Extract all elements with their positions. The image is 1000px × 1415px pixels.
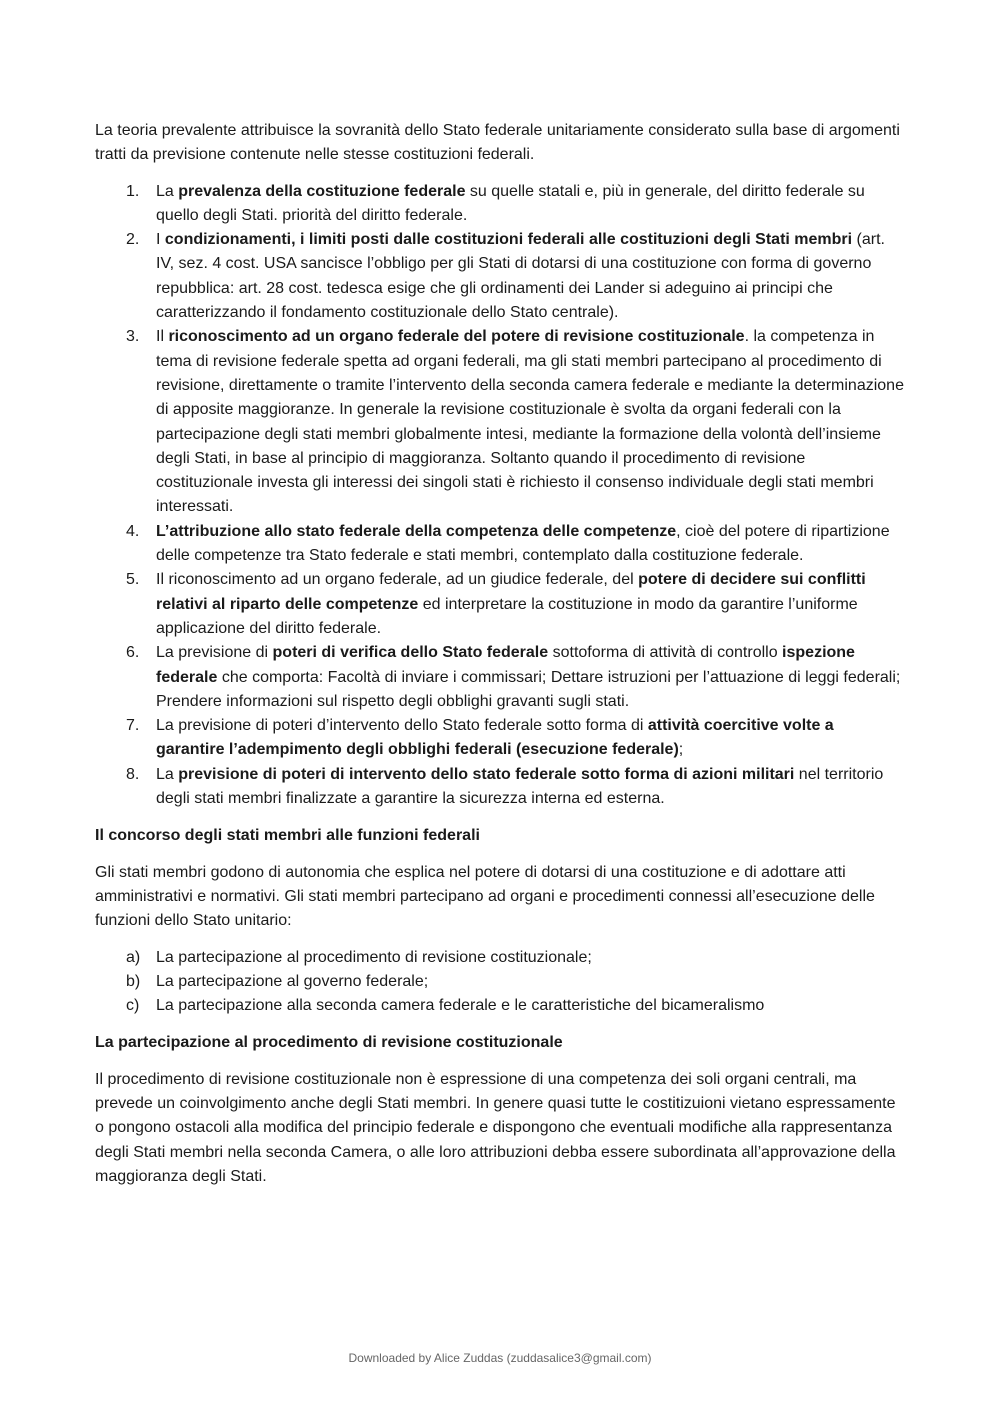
bold-text: previsione di poteri di intervento dello stato federale sotto forma di azioni militari <box>178 765 795 783</box>
list-item-number: 8. <box>126 765 140 783</box>
list-item <box>95 714 905 763</box>
list-item-number: 5. <box>126 571 140 589</box>
list-item-number: 4. <box>126 522 140 540</box>
bold-text: L’attribuzione allo stato federale della competenza delle competenze <box>156 522 677 540</box>
list-item-text: La previsione di <box>156 644 273 662</box>
list-item <box>95 228 905 325</box>
bold-text: condizionamenti, i limiti posti dalle costituzioni federali alle costituzioni degli Stati membri <box>164 231 853 249</box>
list-item-text: La partecipazione al governo federale; <box>156 972 429 990</box>
document-page <box>95 119 905 1201</box>
section-heading-revisione: La partecipazione al procedimento di revisione costituzionale <box>95 1034 563 1052</box>
list-item <box>95 641 905 714</box>
bold-text: potere di decidere sui conflitti relativi al riparto delle competenze <box>156 571 866 613</box>
list-item-text: su quelle statali e, più in generale, del diritto federale su quello degli Stati. priorità del diritto federale. <box>156 182 865 224</box>
list-item <box>95 970 905 994</box>
lettered-list <box>95 946 905 1019</box>
list-item <box>95 325 905 519</box>
bold-text: prevalenza della costituzione federale <box>178 182 466 200</box>
list-item <box>95 520 905 569</box>
list-item-number: 3. <box>126 328 140 346</box>
list-item-text: I <box>156 231 165 249</box>
list-item-letter: a) <box>126 948 141 966</box>
list-item <box>95 994 905 1018</box>
list-item-text: (art. IV, sez. 4 cost. USA sancisce l’obbligo per gli Stati di dotarsi di una costituzione con forma di governo repubblica: art. 28 cost. tedesca esige che gli ordinamenti dei Lander si adeguino ai principi che caratterizzando il fondamento costituzionale dello Stato centrale). <box>156 231 885 322</box>
list-item-text: La <box>156 182 179 200</box>
revisione-paragraph: Il procedimento di revisione costituzionale non è espressione di una competenza dei soli organi centrali, ma prevede un coinvolgimento anche degli Stati membri. In genere quasi tutte le costitizuioni vietano espressamente o pongono ostacoli alla modifica del principio federale e dispongono che eventuali modifiche alla rappresentanza degli Stati membri nella seconda Camera, o alle loro attribuzioni debba essere subordinata all’approvazione della maggioranza degli Stati. <box>95 1070 896 1185</box>
list-item <box>95 946 905 970</box>
list-item-text: sottoforma di attività di controllo <box>548 644 783 662</box>
list-item <box>95 180 905 229</box>
list-item-text: , cioè del potere di ripartizione delle competenze tra Stato federale e stati membri, contemplato dalla costituzione federale. <box>156 522 890 565</box>
list-item-letter: b) <box>126 972 141 990</box>
list-item-text: La <box>156 765 179 783</box>
concorso-paragraph: Gli stati membri godono di autonomia che esplica nel potere di dotarsi di una costituzione e di adottare atti amministrativi e normativi. Gli stati membri partecipano ad organi e procedimenti connessi all’esecuzione delle funzioni dello Stato unitario: <box>95 863 875 930</box>
list-item-text: Il <box>156 328 169 346</box>
bold-text: attività coercitive volte a garantire l’adempimento degli obblighi federali (esecuzione federale) <box>156 717 834 759</box>
bold-text: ispezione federale <box>156 644 855 686</box>
list-item-text: ed interpretare la costituzione in modo da garantire l’uniforme applicazione del diritto federale. <box>156 595 858 637</box>
list-item-text: ; <box>678 741 684 759</box>
list-item-number: 1. <box>126 182 140 200</box>
list-item-number: 7. <box>126 717 140 735</box>
list-item-number: 2. <box>126 231 140 249</box>
download-footer: Downloaded by Alice Zuddas (zuddasalice3@gmail.com) <box>348 1351 652 1365</box>
list-item-text: . la competenza in tema di revisione federale spetta ad organi federali, ma gli stati membri partecipano al procedimento di revisione, direttamente o tramite l’intervento della seconda camera federale e mediante la determinazione di apposite maggioranze. In generale la revisione costituzionale è svolta da organi federali con la partecipazione degli stati membri globalmente intesi, mediante la formazione della volontà dell’insieme degli Stati, in base al principio di maggioranza. Soltanto quando il procedimento di revisione costituzionale investa gli interessi dei singoli stati è richiesto il consenso individuale degli stati membri interessati. <box>156 328 904 516</box>
list-item-text: nel territorio degli stati membri finalizzate a garantire la sicurezza interna ed esterna. <box>156 765 884 808</box>
list-item-text: Il riconoscimento ad un organo federale, ad un giudice federale, del <box>156 571 639 589</box>
intro-paragraph: La teoria prevalente attribuisce la sovranità dello Stato federale unitariamente considerato sulla base di argomenti tratti da previsione contenute nelle stesse costituzioni federali. <box>95 122 900 164</box>
list-item <box>95 568 905 641</box>
list-item <box>95 763 905 812</box>
list-item-text: che comporta: Facoltà di inviare i commissari; Dettare istruzioni per l’attuazione di leggi federali; Prendere informazioni sul rispetto degli obblighi gravanti sugli stati. <box>156 668 901 710</box>
list-item-number: 6. <box>126 644 140 662</box>
bold-text: riconoscimento ad un organo federale del potere di revisione costituzionale <box>168 328 745 346</box>
list-item-text: La previsione di poteri d’intervento dello Stato federale sotto forma di <box>156 717 648 735</box>
list-item-letter: c) <box>126 997 140 1015</box>
section-heading-concorso: Il concorso degli stati membri alle funzioni federali <box>95 827 480 845</box>
list-item-text: La partecipazione al procedimento di revisione costituzionale; <box>156 948 592 966</box>
bold-text: poteri di verifica dello Stato federale <box>272 644 549 662</box>
numbered-list <box>95 180 905 812</box>
list-item-text: La partecipazione alla seconda camera federale e le caratteristiche del bicameralismo <box>156 997 765 1015</box>
